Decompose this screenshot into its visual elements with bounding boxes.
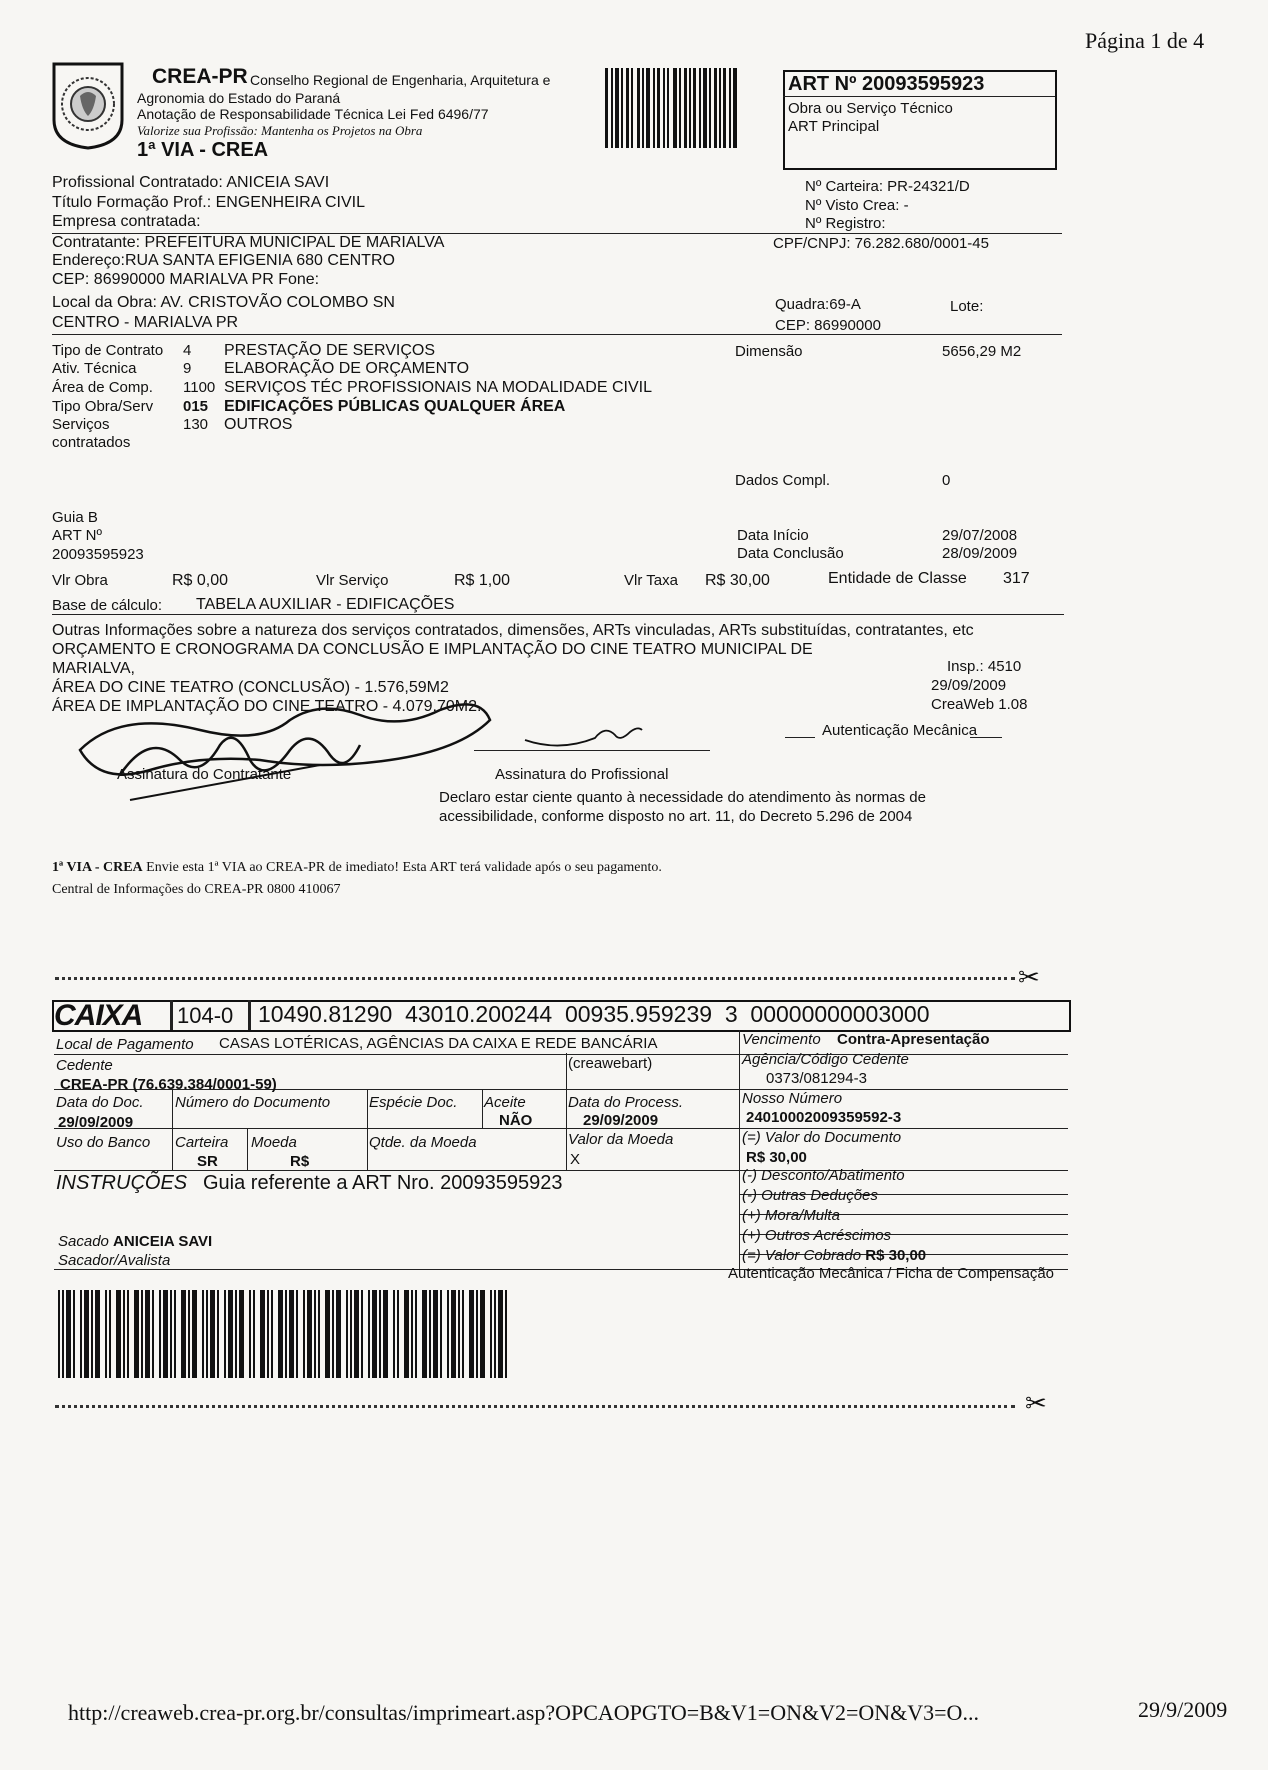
valor-documento-label: (=) Valor do Documento	[742, 1129, 902, 1146]
dimensao-label: Dimensão	[735, 343, 803, 360]
numero-carteira: Nº Carteira: PR-24321/D	[805, 178, 970, 195]
agencia-label: Agência/Código Cedente	[742, 1051, 909, 1068]
qtde-moeda-label: Qtde. da Moeda	[369, 1134, 477, 1151]
cut-line-bottom	[55, 1405, 1015, 1408]
org-desc-1: Conselho Regional de Engenharia, Arquitetura e	[250, 72, 551, 88]
instrucoes-label: INSTRUÇÕES	[56, 1172, 188, 1194]
vlr-servico: R$ 1,00	[454, 572, 511, 589]
declaro-line1: Declaro estar ciente quanto à necessidade do atendimento às normas de	[439, 789, 926, 806]
valor-documento: R$ 30,00	[746, 1149, 807, 1166]
declaro-line2: acessibilidade, conforme disposto no art. 11, do Decreto 5.296 de 2004	[439, 808, 913, 825]
vlr-taxa: R$ 30,00	[705, 572, 770, 589]
law-line: Anotação de Responsabilidade Técnica Lei Fed 6496/77	[137, 106, 489, 122]
outras-line4: ÁREA DE IMPLANTAÇÃO DO CINE TEATRO - 4.079,70M2.	[52, 698, 482, 715]
valor-moeda: X	[570, 1151, 581, 1168]
contract-code-servicos: 130	[183, 416, 209, 433]
cut-line	[55, 977, 1015, 980]
instrucoes-text: Guia referente a ART Nro. 20093595923	[203, 1172, 563, 1194]
guia-title: Guia B	[52, 509, 98, 526]
vencimento-value: Contra-Apresentação	[837, 1031, 990, 1048]
contract-label-contratados: contratados	[52, 434, 131, 451]
art-line2: ART Principal	[788, 118, 880, 135]
scissors-icon-bottom: ✂	[1025, 1388, 1047, 1418]
central-info: Central de Informações do CREA-PR 0800 410067	[52, 882, 341, 897]
insp: Insp.: 4510	[947, 658, 1022, 675]
contract-label-area: Área de Comp.	[52, 379, 153, 396]
contract-label-servicos: Serviços	[52, 416, 110, 433]
scissors-icon: ✂	[1018, 962, 1040, 992]
dados-compl-value: 0	[942, 472, 951, 489]
outras-line1: ORÇAMENTO E CRONOGRAMA DA CONCLUSÃO E IMPLANTAÇÃO DO CINE TEATRO MUNICIPAL DE	[52, 641, 813, 658]
nosso-numero: 24010002009359592-3	[746, 1109, 902, 1126]
aceite-label: Aceite	[484, 1094, 526, 1111]
lote: Lote:	[950, 298, 984, 315]
numero-registro: Nº Registro:	[805, 215, 886, 232]
valor-cobrado: (=) Valor Cobrado R$ 30,00	[742, 1247, 927, 1264]
aceite-value: NÃO	[499, 1112, 533, 1129]
data-doc-label: Data do Doc.	[56, 1094, 144, 1111]
dimensao-value: 5656,29 M2	[942, 343, 1022, 360]
caixa-logo: CAIXA	[54, 999, 143, 1032]
contratante-endereco: Endereço:RUA SANTA EFIGENIA 680 CENTRO	[52, 252, 395, 269]
contract-desc-tipo: PRESTAÇÃO DE SERVIÇOS	[224, 342, 436, 359]
contract-desc-ativ: ELABORAÇÃO DE ORÇAMENTO	[224, 360, 470, 377]
profissional-signature	[520, 720, 650, 750]
cedente-value: CREA-PR (76.639.384/0001-59)	[60, 1076, 277, 1093]
boleto-barcode	[58, 1290, 673, 1378]
data-doc: 29/09/2009	[58, 1114, 134, 1131]
entidade-value: 317	[1003, 570, 1030, 587]
base-calculo: TABELA AUXILIAR - EDIFICAÇÕES	[196, 596, 455, 613]
vlr-taxa-label: Vlr Taxa	[624, 572, 678, 589]
sacado-label: Sacado ANICEIA SAVI	[58, 1233, 213, 1250]
assinatura-contratante: Assinatura do Contratante	[117, 766, 292, 783]
desconto-label: (-) Desconto/Abatimento	[742, 1167, 905, 1184]
contract-desc-area: SERVIÇOS TÉC PROFISSIONAIS NA MODALIDADE CIVIL	[224, 379, 652, 396]
outras-title: Outras Informações sobre a natureza dos serviços contratados, dimensões, ARTs vinculadas, ARTs substituídas, contratantes, etc	[52, 622, 974, 639]
via-label: 1ª VIA - CREA	[137, 139, 269, 161]
outros-acrescimos-label: (+) Outros Acréscimos	[742, 1227, 892, 1244]
contratante-name: Contratante: PREFEITURA MUNICIPAL DE MARIALVA	[52, 234, 445, 251]
guia-art-number: 20093595923	[52, 546, 144, 563]
contract-desc-obra: EDIFICAÇÕES PÚBLICAS QUALQUER ÁREA	[224, 398, 566, 415]
bairro-obra: CENTRO - MARIALVA PR	[52, 314, 239, 331]
outras-deducoes-label: (-) Outras Deduções	[742, 1187, 878, 1204]
entidade-label: Entidade de Classe	[828, 570, 967, 587]
vlr-obra: R$ 0,00	[172, 572, 229, 589]
data-conclusao: 28/09/2009	[942, 545, 1018, 562]
art-line1: Obra ou Serviço Técnico	[788, 100, 953, 117]
profissional-contratado: Profissional Contratado: ANICEIA SAVI	[52, 174, 330, 191]
carteira-label: Carteira	[175, 1134, 229, 1151]
footer-date: 29/9/2009	[1138, 1697, 1228, 1722]
digitable-line: 10490.81290 43010.200244 00935.959239 3 00000000003000	[258, 1001, 930, 1027]
page-indicator: Página 1 de 4	[1085, 28, 1205, 53]
art-number: ART Nº 20093595923	[788, 73, 985, 95]
dados-compl-label: Dados Compl.	[735, 472, 831, 489]
org-name: CREA-PR	[152, 65, 248, 88]
nosso-numero-label: Nosso Número	[742, 1090, 843, 1107]
especie-doc-label: Espécie Doc.	[369, 1094, 458, 1111]
contratante-cpf: CPF/CNPJ: 76.282.680/0001-45	[773, 235, 989, 252]
via-notice: 1ª VIA - CREA Envie esta 1ª VIA ao CREA-PR de imediato! Esta ART terá validade após o seu pagamento.	[52, 860, 662, 875]
autenticacao-mecanica: Autenticação Mecânica	[822, 722, 978, 739]
contract-code-ativ: 9	[183, 360, 192, 377]
vencimento-label: Vencimento	[742, 1031, 821, 1048]
agencia-value: 0373/081294-3	[766, 1070, 867, 1087]
contract-desc-servicos: OUTROS	[224, 416, 293, 433]
autenticacao-ficha: Autenticação Mecânica / Ficha de Compensação	[728, 1265, 1055, 1282]
insp-date: 29/09/2009	[931, 677, 1007, 694]
moeda-label: Moeda	[251, 1134, 297, 1151]
cep-obra: CEP: 86990000	[775, 317, 881, 334]
titulo-formacao: Título Formação Prof.: ENGENHEIRA CIVIL	[52, 194, 365, 211]
contract-code-area: 1100	[183, 379, 216, 396]
quadra: Quadra:69-A	[775, 296, 861, 313]
data-conclusao-label: Data Conclusão	[737, 545, 844, 562]
contract-code-tipo: 4	[183, 342, 192, 359]
mora-multa-label: (+) Mora/Multa	[742, 1207, 840, 1224]
guia-art-label: ART Nº	[52, 527, 102, 544]
uso-banco-label: Uso do Banco	[56, 1134, 151, 1151]
header-barcode	[605, 68, 780, 148]
contract-code-obra: 015	[183, 398, 209, 415]
data-process-label: Data do Process.	[568, 1094, 684, 1111]
contract-label-obra: Tipo Obra/Serv	[52, 398, 154, 415]
data-inicio: 29/07/2008	[942, 527, 1018, 544]
sacador-avalista: Sacador/Avalista	[58, 1252, 171, 1269]
vlr-servico-label: Vlr Serviço	[316, 572, 389, 589]
empresa-contratada: Empresa contratada:	[52, 213, 201, 230]
footer-url: http://creaweb.crea-pr.org.br/consultas/imprimeart.asp?OPCAOPGTO=B&V1=ON&V2=ON&V3=O...	[68, 1700, 979, 1725]
outras-line3: ÁREA DO CINE TEATRO (CONCLUSÃO) - 1.576,59M2	[52, 679, 449, 696]
crea-logo	[50, 60, 126, 150]
assinatura-profissional: Assinatura do Profissional	[495, 766, 669, 783]
creaweb-version: CreaWeb 1.08	[931, 696, 1028, 713]
outras-line2: MARIALVA,	[52, 660, 135, 677]
org-desc-2: Agronomia do Estado do Paraná	[137, 90, 341, 106]
local-pagamento: CASAS LOTÉRICAS, AGÊNCIAS DA CAIXA E REDE BANCÁRIA	[219, 1035, 658, 1052]
creawebart: (creawebart)	[568, 1055, 653, 1072]
data-process: 29/09/2009	[583, 1112, 659, 1129]
slogan: Valorize sua Profissão: Mantenha os Projetos na Obra	[137, 123, 423, 138]
numero-documento-label: Número do Documento	[175, 1094, 331, 1111]
data-inicio-label: Data Início	[737, 527, 809, 544]
moeda-value: R$	[290, 1153, 310, 1170]
contratante-signature	[60, 690, 500, 810]
valor-moeda-label: Valor da Moeda	[568, 1131, 674, 1148]
base-calculo-label: Base de cálculo:	[52, 597, 163, 614]
bank-code: 104-0	[177, 1003, 234, 1028]
cedente-label: Cedente	[56, 1057, 113, 1074]
carteira-value: SR	[197, 1153, 218, 1170]
local-pagamento-label: Local de Pagamento	[56, 1036, 194, 1053]
contratante-cep: CEP: 86990000 MARIALVA PR Fone:	[52, 271, 320, 288]
numero-visto: Nº Visto Crea: -	[805, 197, 909, 214]
contract-label-ativ: Ativ. Técnica	[52, 360, 137, 377]
contract-label-tipo: Tipo de Contrato	[52, 342, 164, 359]
vlr-obra-label: Vlr Obra	[52, 572, 108, 589]
local-obra: Local da Obra: AV. CRISTOVÃO COLOMBO SN	[52, 294, 395, 311]
